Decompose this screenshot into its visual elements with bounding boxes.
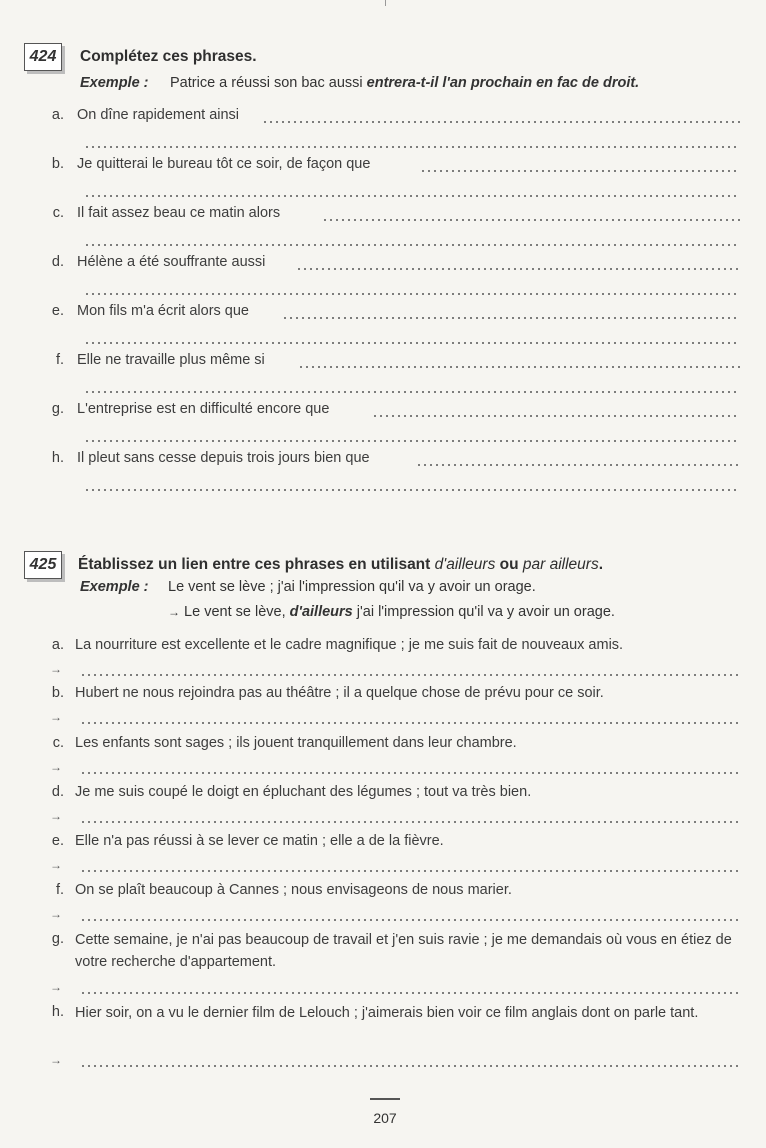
item-letter: f.	[55, 352, 64, 368]
item-prompt: La nourriture est excellente et le cadre magnifique ; je me suis fait de nouveaux amis.	[75, 637, 624, 653]
arrow-icon: →	[50, 760, 62, 774]
title-conjunction: ou	[499, 556, 519, 573]
example-sentence: Le vent se lève ; j'ai l'impression qu'il va y avoir un orage.	[168, 579, 536, 595]
item-letter: b.	[51, 156, 64, 172]
answer-blank[interactable]	[80, 821, 740, 823]
answer-blank[interactable]	[80, 722, 740, 724]
arrow-icon: →	[50, 710, 62, 724]
title-text: Établissez un lien entre ces phrases en utilisant	[78, 556, 431, 573]
example-answer: entrera-t-il l'an prochain en fac de droit.	[366, 75, 640, 91]
exercise-title: Complétez ces phrases.	[80, 48, 257, 65]
arrow-icon: →	[168, 605, 180, 619]
example-answer-start: Le vent se lève,	[184, 604, 286, 620]
example-text: Patrice a réussi son bac aussi	[170, 75, 363, 91]
item-prompt: Hier soir, on a vu le dernier film de Lelouch ; j'aimerais bien voir ce film anglais dont on parle tant.	[75, 1005, 699, 1021]
item-letter: h.	[51, 450, 64, 466]
answer-blank-continued[interactable]	[84, 342, 740, 344]
item-letter: h.	[51, 1004, 64, 1020]
answer-blank-continued[interactable]	[84, 293, 740, 295]
item-letter: e.	[51, 303, 64, 319]
title-period: .	[598, 556, 604, 573]
item-prompt: Hélène a été souffrante aussi	[77, 254, 266, 270]
item-letter: a.	[51, 637, 64, 653]
item-letter: c.	[52, 205, 64, 221]
answer-blank[interactable]	[80, 870, 740, 872]
answer-blank[interactable]	[80, 1065, 740, 1067]
item-letter: e.	[51, 833, 64, 849]
answer-blank[interactable]	[372, 415, 740, 417]
example-answer-line	[168, 604, 615, 620]
item-prompt: Les enfants sont sages ; ils jouent tranquillement dans leur chambre.	[75, 735, 517, 751]
item-prompt: Il fait assez beau ce matin alors	[77, 205, 281, 221]
page-number: 207	[373, 1110, 397, 1126]
answer-blank[interactable]	[296, 268, 740, 270]
title-term-dailleurs: d'ailleurs	[434, 556, 496, 573]
item-letter: d.	[51, 254, 64, 270]
exercise-number-badge: 425	[24, 551, 62, 579]
item-prompt: Mon fils m'a écrit alors que	[77, 303, 249, 319]
answer-blank-continued[interactable]	[84, 244, 740, 246]
answer-blank-continued[interactable]	[84, 146, 740, 148]
arrow-icon: →	[50, 1053, 62, 1067]
example-answer-connector: d'ailleurs	[289, 604, 353, 620]
arrow-icon: →	[50, 980, 62, 994]
answer-blank[interactable]	[80, 674, 740, 676]
answer-blank[interactable]	[322, 219, 740, 221]
item-letter: b.	[51, 685, 64, 701]
arrow-icon: →	[50, 662, 62, 676]
answer-blank[interactable]	[298, 366, 740, 368]
item-prompt: Il pleut sans cesse depuis trois jours bien que	[77, 450, 370, 466]
item-letter: c.	[52, 735, 64, 751]
item-letter: g.	[51, 931, 64, 947]
item-prompt: Je me suis coupé le doigt en épluchant des légumes ; tout va très bien.	[75, 784, 532, 800]
answer-blank-continued[interactable]	[84, 391, 740, 393]
answer-blank[interactable]	[416, 464, 740, 466]
item-prompt: Elle ne travaille plus même si	[77, 352, 265, 368]
item-prompt: On se plaît beaucoup à Cannes ; nous envisageons de nous marier.	[75, 882, 512, 898]
answer-blank[interactable]	[80, 919, 740, 921]
item-prompt: Je quitterai le bureau tôt ce soir, de façon que	[77, 156, 371, 172]
item-prompt: Elle n'a pas réussi à se lever ce matin ; elle a de la fièvre.	[75, 833, 444, 849]
exercise-title	[78, 556, 603, 574]
example-label: Exemple :	[80, 579, 149, 595]
title-term-par-ailleurs: par ailleurs	[522, 556, 599, 573]
arrow-icon: →	[50, 809, 62, 823]
answer-blank-continued[interactable]	[84, 195, 740, 197]
answer-blank[interactable]	[420, 170, 740, 172]
item-letter: d.	[51, 784, 64, 800]
exercise-number-badge: 424	[24, 43, 62, 71]
example-sentence	[170, 75, 639, 91]
top-margin-mark	[385, 0, 386, 6]
answer-blank-continued[interactable]	[84, 489, 740, 491]
item-prompt: On dîne rapidement ainsi	[77, 107, 240, 123]
answer-blank[interactable]	[282, 317, 740, 319]
item-prompt: Cette semaine, je n'ai pas beaucoup de travail et j'en suis ravie ; je me demandais où vous en étiez de votre recherche d'appartement.	[75, 932, 732, 970]
example-label: Exemple :	[80, 75, 149, 91]
arrow-icon: →	[50, 907, 62, 921]
example-answer-end: j'ai l'impression qu'il va y avoir un orage.	[356, 604, 615, 620]
item-prompt: Hubert ne nous rejoindra pas au théâtre ; il a quelque chose de prévu pour ce soir.	[75, 685, 604, 701]
answer-blank[interactable]	[80, 772, 740, 774]
answer-blank-continued[interactable]	[84, 440, 740, 442]
item-letter: g.	[51, 401, 64, 417]
page-number-rule	[370, 1098, 400, 1100]
item-letter: a.	[51, 107, 64, 123]
item-letter: f.	[55, 882, 64, 898]
answer-blank[interactable]	[80, 992, 740, 994]
arrow-icon: →	[50, 858, 62, 872]
answer-blank[interactable]	[262, 121, 740, 123]
item-prompt: L'entreprise est en difficulté encore que	[77, 401, 330, 417]
